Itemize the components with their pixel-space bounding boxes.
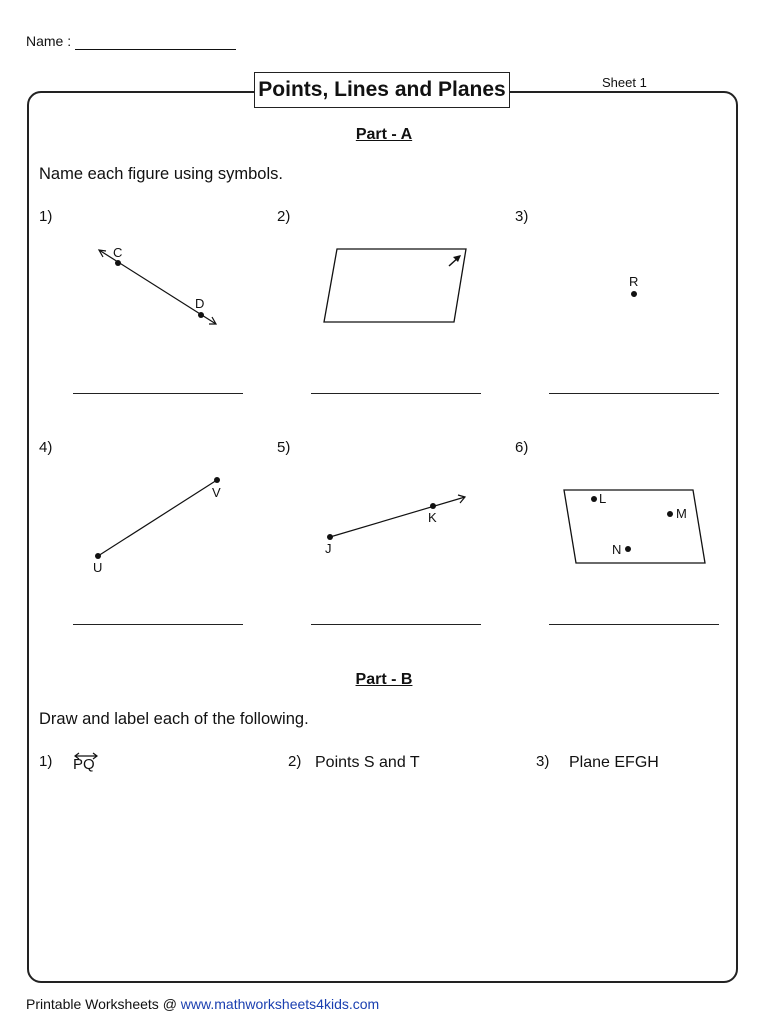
point-label-n: N — [612, 542, 622, 557]
question-2-number: 2) — [277, 208, 291, 225]
part-b-item-2-number: 2) — [288, 753, 302, 770]
footer — [26, 996, 379, 1012]
point-label-k: K — [428, 510, 437, 525]
point-label-j: J — [325, 541, 332, 556]
answer-line-1[interactable] — [73, 393, 243, 394]
part-b-item-3-number: 3) — [536, 753, 550, 770]
question-6-number: 6) — [515, 439, 529, 456]
name-label: Name : — [26, 33, 72, 49]
part-b-item-1-number: 1) — [39, 753, 53, 770]
answer-line-6[interactable] — [549, 624, 719, 625]
answer-line-5[interactable] — [311, 624, 481, 625]
sheet-number: Sheet 1 — [602, 75, 647, 90]
answer-line-3[interactable] — [549, 393, 719, 394]
point-label-c: C — [113, 245, 123, 260]
worksheet-title: Points, Lines and Planes — [254, 72, 510, 108]
line-pq-notation — [73, 752, 99, 776]
part-a-instruction: Name each figure using symbols. — [39, 165, 283, 183]
question-4-number: 4) — [39, 439, 53, 456]
part-b-item-3-text: Plane EFGH — [569, 754, 659, 771]
question-3-number: 3) — [515, 208, 529, 225]
part-b-instruction: Draw and label each of the following. — [39, 710, 309, 728]
footer-link[interactable]: www.mathworksheets4kids.com — [180, 996, 380, 1012]
part-a-title: Part - A — [355, 126, 413, 143]
question-1-number: 1) — [39, 208, 53, 225]
part-b-title: Part - B — [355, 671, 413, 688]
point-label-l: L — [599, 491, 607, 506]
part-b-item-1-text: PQ — [73, 756, 95, 773]
answer-line-4[interactable] — [73, 624, 243, 625]
point-label-u: U — [93, 560, 103, 575]
point-label-d: D — [195, 296, 205, 311]
point-label-r: R — [629, 274, 639, 289]
part-b-item-2-text: Points S and T — [315, 754, 420, 771]
footer-prefix: Printable Worksheets @ — [26, 996, 181, 1012]
question-5-number: 5) — [277, 439, 291, 456]
point-label-v: V — [212, 485, 221, 500]
answer-line-2[interactable] — [311, 393, 481, 394]
point-label-m: M — [676, 506, 687, 521]
